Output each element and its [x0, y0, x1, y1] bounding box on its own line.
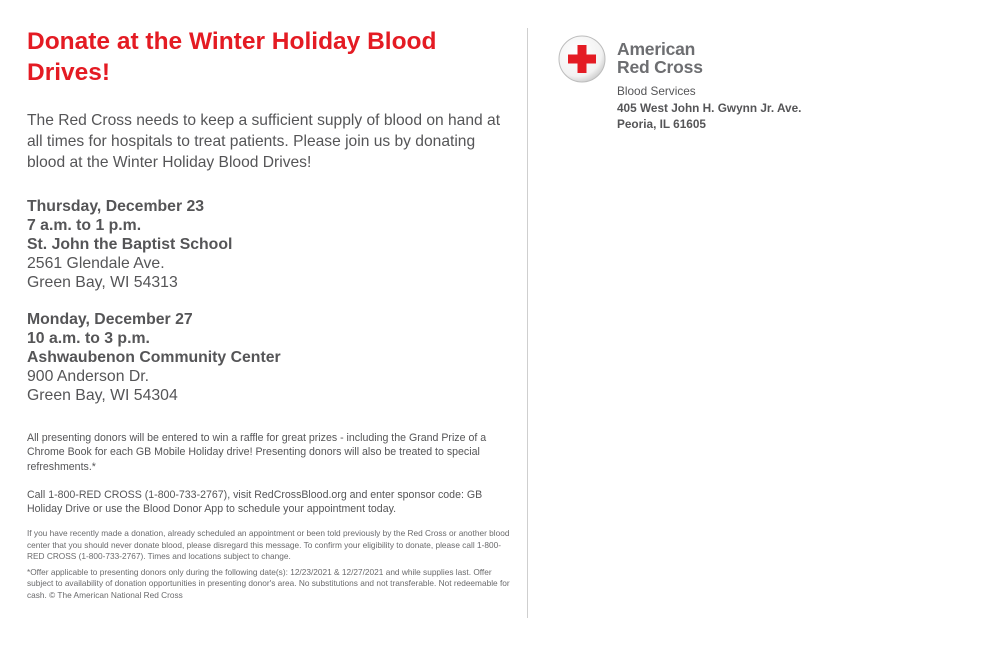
logo-line-american: American	[617, 39, 696, 59]
american-red-cross-logo	[558, 35, 798, 85]
intro-paragraph: The Red Cross needs to keep a sufficient supply of blood on hand at all times for hospitals to treat patients. Please join us by donating blood at the Winter Holiday Blood Drives!	[27, 112, 501, 171]
event-date: Monday, December 27	[27, 311, 193, 328]
return-address-city: Peoria, IL 61605	[617, 117, 706, 131]
blood-drive-event-2	[27, 310, 517, 405]
fine-print-eligibility: If you have recently made a donation, already scheduled an appointment or been told previously by the Red Cross or another blood center that you should never donate blood, please disregard this message. To confirm your eligibility to donate, please call 1-800-RED CROSS (1-800-733-2767). Times and locations subject to change.	[27, 528, 510, 561]
event-street: 2561 Glendale Ave.	[27, 255, 165, 272]
return-address	[617, 83, 801, 133]
event-city: Green Bay, WI 54304	[27, 387, 178, 404]
logo-line-red-cross: Red Cross	[617, 57, 703, 77]
message-panel	[27, 26, 517, 601]
event-date: Thursday, December 23	[27, 198, 205, 215]
event-time: 10 a.m. to 3 p.m.	[27, 330, 150, 347]
blood-drive-event-1	[27, 197, 517, 292]
headline: Donate at the Winter Holiday Blood Drives!	[27, 28, 437, 86]
red-cross-icon	[558, 35, 606, 83]
event-venue: St. John the Baptist School	[27, 236, 233, 253]
return-address-department: Blood Services	[617, 84, 696, 98]
logo-wordmark	[617, 40, 703, 76]
event-street: 900 Anderson Dr.	[27, 368, 150, 385]
call-to-action: Call 1-800-RED CROSS (1-800-733-2767), visit RedCrossBlood.org and enter sponsor code: GB Holiday Drive or use the Blood Donor App to schedule your appointment today.	[27, 488, 483, 516]
postcard-divider	[527, 28, 528, 618]
fine-print-offer: *Offer applicable to presenting donors only during the following date(s): 12/23/2021 & 12/27/2021 and while supplies last. Offer subject to availability of donation opportunities in presenting donor's area. No substitutions and not transferable. Not redeemable for cash. © The American National Red Cross	[27, 567, 510, 600]
event-city: Green Bay, WI 54313	[27, 274, 178, 291]
event-time: 7 a.m. to 1 p.m.	[27, 217, 142, 234]
raffle-notice: All presenting donors will be entered to win a raffle for great prizes - including the Grand Prize of a Chrome Book for each GB Mobile Holiday drive! Presenting donors will also be treated to special refreshments.*	[27, 432, 487, 473]
return-address-street: 405 West John H. Gwynn Jr. Ave.	[617, 100, 802, 115]
event-venue: Ashwaubenon Community Center	[27, 349, 281, 366]
